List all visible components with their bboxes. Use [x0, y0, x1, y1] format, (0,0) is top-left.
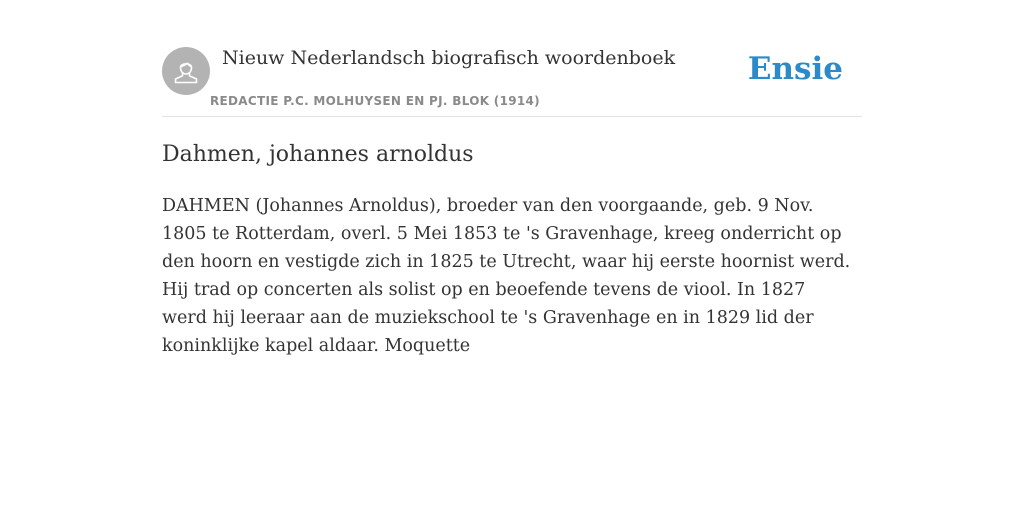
source-header: [162, 40, 862, 117]
ensie-logo[interactable]: Ensie: [747, 51, 843, 87]
avatar[interactable]: [162, 47, 210, 95]
article-title: Dahmen, johannes arnoldus: [162, 142, 474, 167]
user-icon: [171, 56, 201, 86]
article-body: DAHMEN (Johannes Arnoldus), broeder van den voorgaande, geb. 9 Nov. 1805 te Rotterdam, overl. 5 Mei 1853 te 's Gravenhage, kreeg onderricht op den hoorn en vestigde zich in 1825 te Utrecht, waar hij eerste hoornist werd. Hij trad op concerten als solist op en beoefende tevens de viool. In 1827 werd hij leeraar aan de muziekschool te 's Gravenhage en in 1829 lid der koninklijke kapel aldaar. Moquette: [162, 196, 851, 356]
source-subtitle: REDACTIE P.C. MOLHUYSEN EN PJ. BLOK (1914): [210, 94, 540, 108]
source-title[interactable]: Nieuw Nederlandsch biografisch woordenboek: [222, 47, 676, 69]
